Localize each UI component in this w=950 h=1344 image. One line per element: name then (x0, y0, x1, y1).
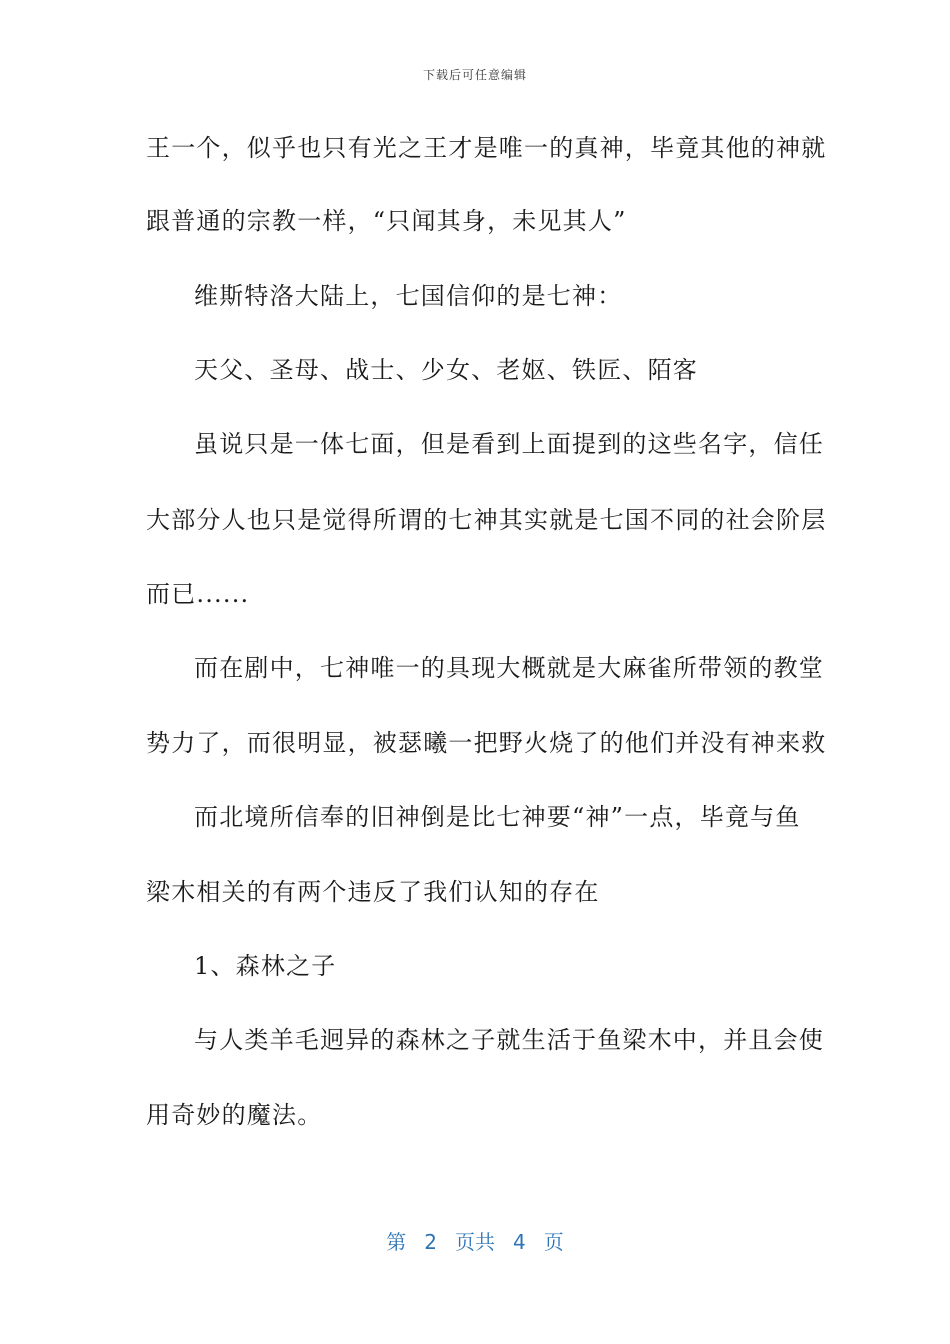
paragraph-line: 与人类羊毛迥异的森林之子就生活于鱼梁木中，并且会使 (194, 1026, 824, 1054)
footer-page-number: 2 (424, 1230, 437, 1254)
paragraph-line: 维斯特洛大陆上，七国信仰的是七神： (194, 282, 623, 310)
paragraph-line: 而已...... (146, 580, 250, 608)
paragraph-line: 而北境所信奉的旧神倒是比七神要“神”一点，毕竟与鱼 (194, 803, 801, 831)
list-heading: 1、森林之子 (194, 952, 337, 980)
footer-middle: 页共 (455, 1230, 495, 1254)
paragraph-line: 梁木相关的有两个违反了我们认知的存在 (146, 878, 600, 906)
footer-prefix: 第 (386, 1230, 407, 1254)
paragraph-line: 而在剧中，七神唯一的具现大概就是大麻雀所带领的教堂 (194, 654, 824, 682)
paragraph-line: 大部分人也只是觉得所谓的七神其实就是七国不同的社会阶层 (146, 506, 827, 534)
footer-suffix: 页 (543, 1230, 564, 1254)
paragraph-line: 跟普通的宗教一样，“只闻其身，未见其人” (146, 207, 627, 235)
paragraph-line: 王一个，似乎也只有光之王才是唯一的真神，毕竟其他的神就 (146, 134, 827, 162)
paragraph-line: 虽说只是一体七面，但是看到上面提到的这些名字，信任 (194, 430, 824, 458)
page-footer (0, 1226, 950, 1255)
page-header: 下载后可任意编辑 (422, 68, 527, 82)
paragraph-line: 天父、圣母、战士、少女、老妪、铁匠、陌客 (194, 356, 698, 384)
paragraph-line: 用奇妙的魔法。 (146, 1101, 323, 1129)
footer-total-pages: 4 (513, 1230, 526, 1254)
paragraph-line: 势力了，而很明显，被瑟曦一把野火烧了的他们并没有神来救 (146, 729, 827, 757)
